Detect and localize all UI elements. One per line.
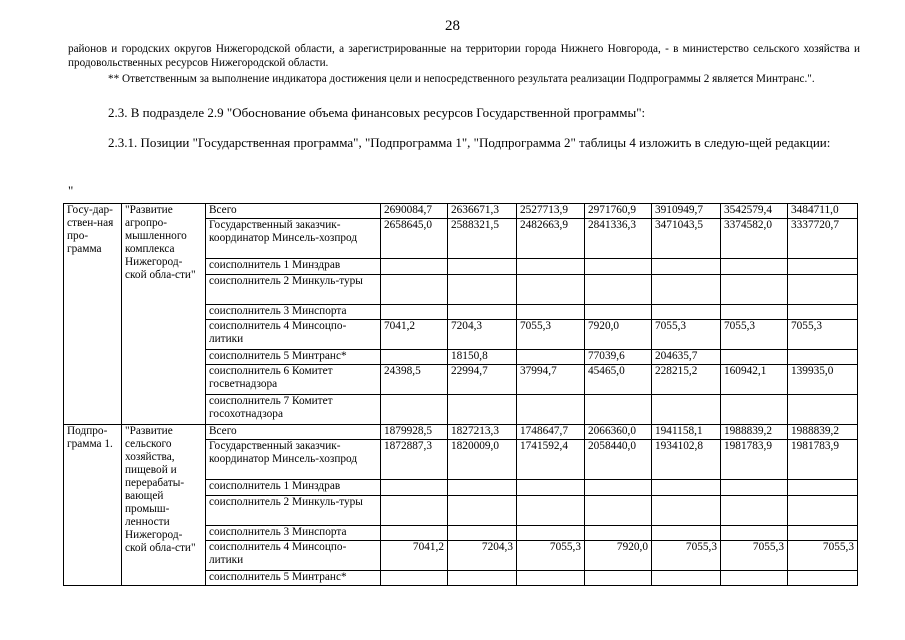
- value-cell: 3337720,7: [788, 219, 858, 259]
- value-cell: [721, 275, 788, 305]
- value-cell: 1981783,9: [721, 440, 788, 480]
- value-cell: 7920,0: [585, 320, 652, 350]
- value-cell: [788, 395, 858, 425]
- value-cell: [381, 350, 448, 365]
- value-cell: 160942,1: [721, 365, 788, 395]
- row-label-cell: соисполнитель 4 Минсоцпо-литики: [206, 320, 381, 350]
- value-cell: [517, 496, 585, 526]
- row-label-cell: соисполнитель 2 Минкуль-туры: [206, 275, 381, 305]
- value-cell: 7055,3: [652, 541, 721, 571]
- value-cell: [517, 395, 585, 425]
- value-cell: [788, 526, 858, 541]
- value-cell: [585, 395, 652, 425]
- value-cell: [585, 496, 652, 526]
- value-cell: 1748647,7: [517, 425, 585, 440]
- value-cell: 2841336,3: [585, 219, 652, 259]
- value-cell: 3471043,5: [652, 219, 721, 259]
- value-cell: 1934102,8: [652, 440, 721, 480]
- value-cell: 1820009,0: [448, 440, 517, 480]
- value-cell: [721, 395, 788, 425]
- value-cell: [448, 496, 517, 526]
- value-cell: 204635,7: [652, 350, 721, 365]
- value-cell: [517, 350, 585, 365]
- value-cell: 7055,3: [652, 320, 721, 350]
- value-cell: [585, 259, 652, 275]
- value-cell: 24398,5: [381, 365, 448, 395]
- program-cell: Подпро-грамма 1.: [64, 425, 122, 586]
- value-cell: [381, 571, 448, 586]
- value-cell: 1941158,1: [652, 425, 721, 440]
- value-cell: [585, 526, 652, 541]
- value-cell: [381, 305, 448, 320]
- value-cell: 2971760,9: [585, 204, 652, 219]
- opening-quote: ": [68, 183, 74, 198]
- value-cell: [448, 305, 517, 320]
- value-cell: 3484711,0: [788, 204, 858, 219]
- value-cell: [448, 259, 517, 275]
- value-cell: [517, 275, 585, 305]
- value-cell: [721, 571, 788, 586]
- value-cell: [652, 526, 721, 541]
- value-cell: [381, 496, 448, 526]
- program-name-cell: "Развитие сельского хозяйства, пищевой и перерабаты-вающей промыш-ленности Нижегород-ской обла-сти": [122, 425, 206, 586]
- value-cell: 37994,7: [517, 365, 585, 395]
- table-row: [64, 204, 858, 219]
- row-label-cell: соисполнитель 1 Минздрав: [206, 480, 381, 496]
- row-label-cell: соисполнитель 5 Минтранс*: [206, 571, 381, 586]
- value-cell: 7041,2: [381, 541, 448, 571]
- value-cell: 7055,3: [721, 320, 788, 350]
- value-cell: [517, 480, 585, 496]
- value-cell: 2066360,0: [585, 425, 652, 440]
- value-cell: [788, 571, 858, 586]
- footnote-text-2: ** Ответственным за выполнение индикатора достижения цели и непосредственного результата реализации Подпрограммы 2 является Минтранс.".: [108, 73, 815, 85]
- value-cell: [652, 275, 721, 305]
- row-label-cell: соисполнитель 3 Минспорта: [206, 526, 381, 541]
- value-cell: [721, 350, 788, 365]
- value-cell: 1872887,3: [381, 440, 448, 480]
- value-cell: 1879928,5: [381, 425, 448, 440]
- row-label-cell: соисполнитель 6 Комитет госветнадзора: [206, 365, 381, 395]
- value-cell: 7204,3: [448, 541, 517, 571]
- program-cell: Госу-дар-ствен-ная про-грамма: [64, 204, 122, 425]
- value-cell: [517, 571, 585, 586]
- value-cell: [721, 526, 788, 541]
- value-cell: [517, 305, 585, 320]
- row-label-cell: Государственный заказчик-координатор Минсель-хозпрод: [206, 219, 381, 259]
- value-cell: [448, 571, 517, 586]
- value-cell: [381, 275, 448, 305]
- value-cell: 77039,6: [585, 350, 652, 365]
- value-cell: [788, 259, 858, 275]
- value-cell: 7055,3: [788, 541, 858, 571]
- value-cell: 1741592,4: [517, 440, 585, 480]
- value-cell: [788, 480, 858, 496]
- value-cell: 139935,0: [788, 365, 858, 395]
- row-label-cell: соисполнитель 7 Комитет госохотнадзора: [206, 395, 381, 425]
- value-cell: [381, 480, 448, 496]
- row-label-cell: Всего: [206, 204, 381, 219]
- paragraph-2-3-1: 2.3.1. Позиции "Государственная программа", "Подпрограмма 1", "Подпрограмма 2" таблицы 4 изложить в следую-щей редакции:: [108, 135, 831, 150]
- row-label-cell: Государственный заказчик-координатор Минсель-хозпрод: [206, 440, 381, 480]
- row-label-cell: соисполнитель 1 Минздрав: [206, 259, 381, 275]
- value-cell: 7055,3: [721, 541, 788, 571]
- value-cell: 7204,3: [448, 320, 517, 350]
- value-cell: 7055,3: [517, 320, 585, 350]
- value-cell: [517, 526, 585, 541]
- value-cell: [721, 259, 788, 275]
- program-name-cell: "Развитие агропро-мышленного комплекса Нижегород-ской обла-сти": [122, 204, 206, 425]
- financing-table: [63, 203, 858, 586]
- value-cell: [448, 395, 517, 425]
- value-cell: 3374582,0: [721, 219, 788, 259]
- value-cell: [585, 571, 652, 586]
- value-cell: [381, 395, 448, 425]
- value-cell: [517, 259, 585, 275]
- value-cell: 2588321,5: [448, 219, 517, 259]
- value-cell: 2482663,9: [517, 219, 585, 259]
- value-cell: 45465,0: [585, 365, 652, 395]
- value-cell: [652, 571, 721, 586]
- value-cell: [652, 496, 721, 526]
- value-cell: 2527713,9: [517, 204, 585, 219]
- value-cell: [381, 526, 448, 541]
- page-number: 28: [445, 18, 460, 34]
- value-cell: [652, 480, 721, 496]
- footnote-text-1: районов и городских округов Нижегородской области, а зарегистрированные на территории города Нижнего Новгорода, - в министерство сельского хозяйства и продовольственных ресурсов Нижегородской области.: [68, 43, 860, 69]
- table-row: [64, 425, 858, 440]
- value-cell: 18150,8: [448, 350, 517, 365]
- row-label-cell: соисполнитель 3 Минспорта: [206, 305, 381, 320]
- value-cell: [585, 305, 652, 320]
- value-cell: 2690084,7: [381, 204, 448, 219]
- value-cell: [788, 275, 858, 305]
- paragraph-2-3: 2.3. В подразделе 2.9 "Обоснование объема финансовых ресурсов Государственной программы":: [108, 105, 646, 120]
- value-cell: [721, 305, 788, 320]
- row-label-cell: соисполнитель 2 Минкуль-туры: [206, 496, 381, 526]
- value-cell: 7055,3: [517, 541, 585, 571]
- value-cell: [788, 305, 858, 320]
- row-label-cell: соисполнитель 4 Минсоцпо-литики: [206, 541, 381, 571]
- value-cell: [448, 480, 517, 496]
- value-cell: [448, 275, 517, 305]
- value-cell: [788, 350, 858, 365]
- value-cell: 7920,0: [585, 541, 652, 571]
- value-cell: 1981783,9: [788, 440, 858, 480]
- value-cell: [721, 480, 788, 496]
- value-cell: 22994,7: [448, 365, 517, 395]
- value-cell: [448, 526, 517, 541]
- value-cell: [788, 496, 858, 526]
- value-cell: 228215,2: [652, 365, 721, 395]
- row-label-cell: соисполнитель 5 Минтранс*: [206, 350, 381, 365]
- value-cell: 3910949,7: [652, 204, 721, 219]
- value-cell: [585, 275, 652, 305]
- value-cell: [381, 259, 448, 275]
- value-cell: [652, 395, 721, 425]
- value-cell: [585, 480, 652, 496]
- value-cell: [652, 305, 721, 320]
- value-cell: 1988839,2: [788, 425, 858, 440]
- value-cell: 1988839,2: [721, 425, 788, 440]
- value-cell: 7041,2: [381, 320, 448, 350]
- value-cell: 1827213,3: [448, 425, 517, 440]
- value-cell: [652, 259, 721, 275]
- value-cell: 3542579,4: [721, 204, 788, 219]
- value-cell: 2636671,3: [448, 204, 517, 219]
- value-cell: 2658645,0: [381, 219, 448, 259]
- row-label-cell: Всего: [206, 425, 381, 440]
- value-cell: 2058440,0: [585, 440, 652, 480]
- value-cell: 7055,3: [788, 320, 858, 350]
- value-cell: [721, 496, 788, 526]
